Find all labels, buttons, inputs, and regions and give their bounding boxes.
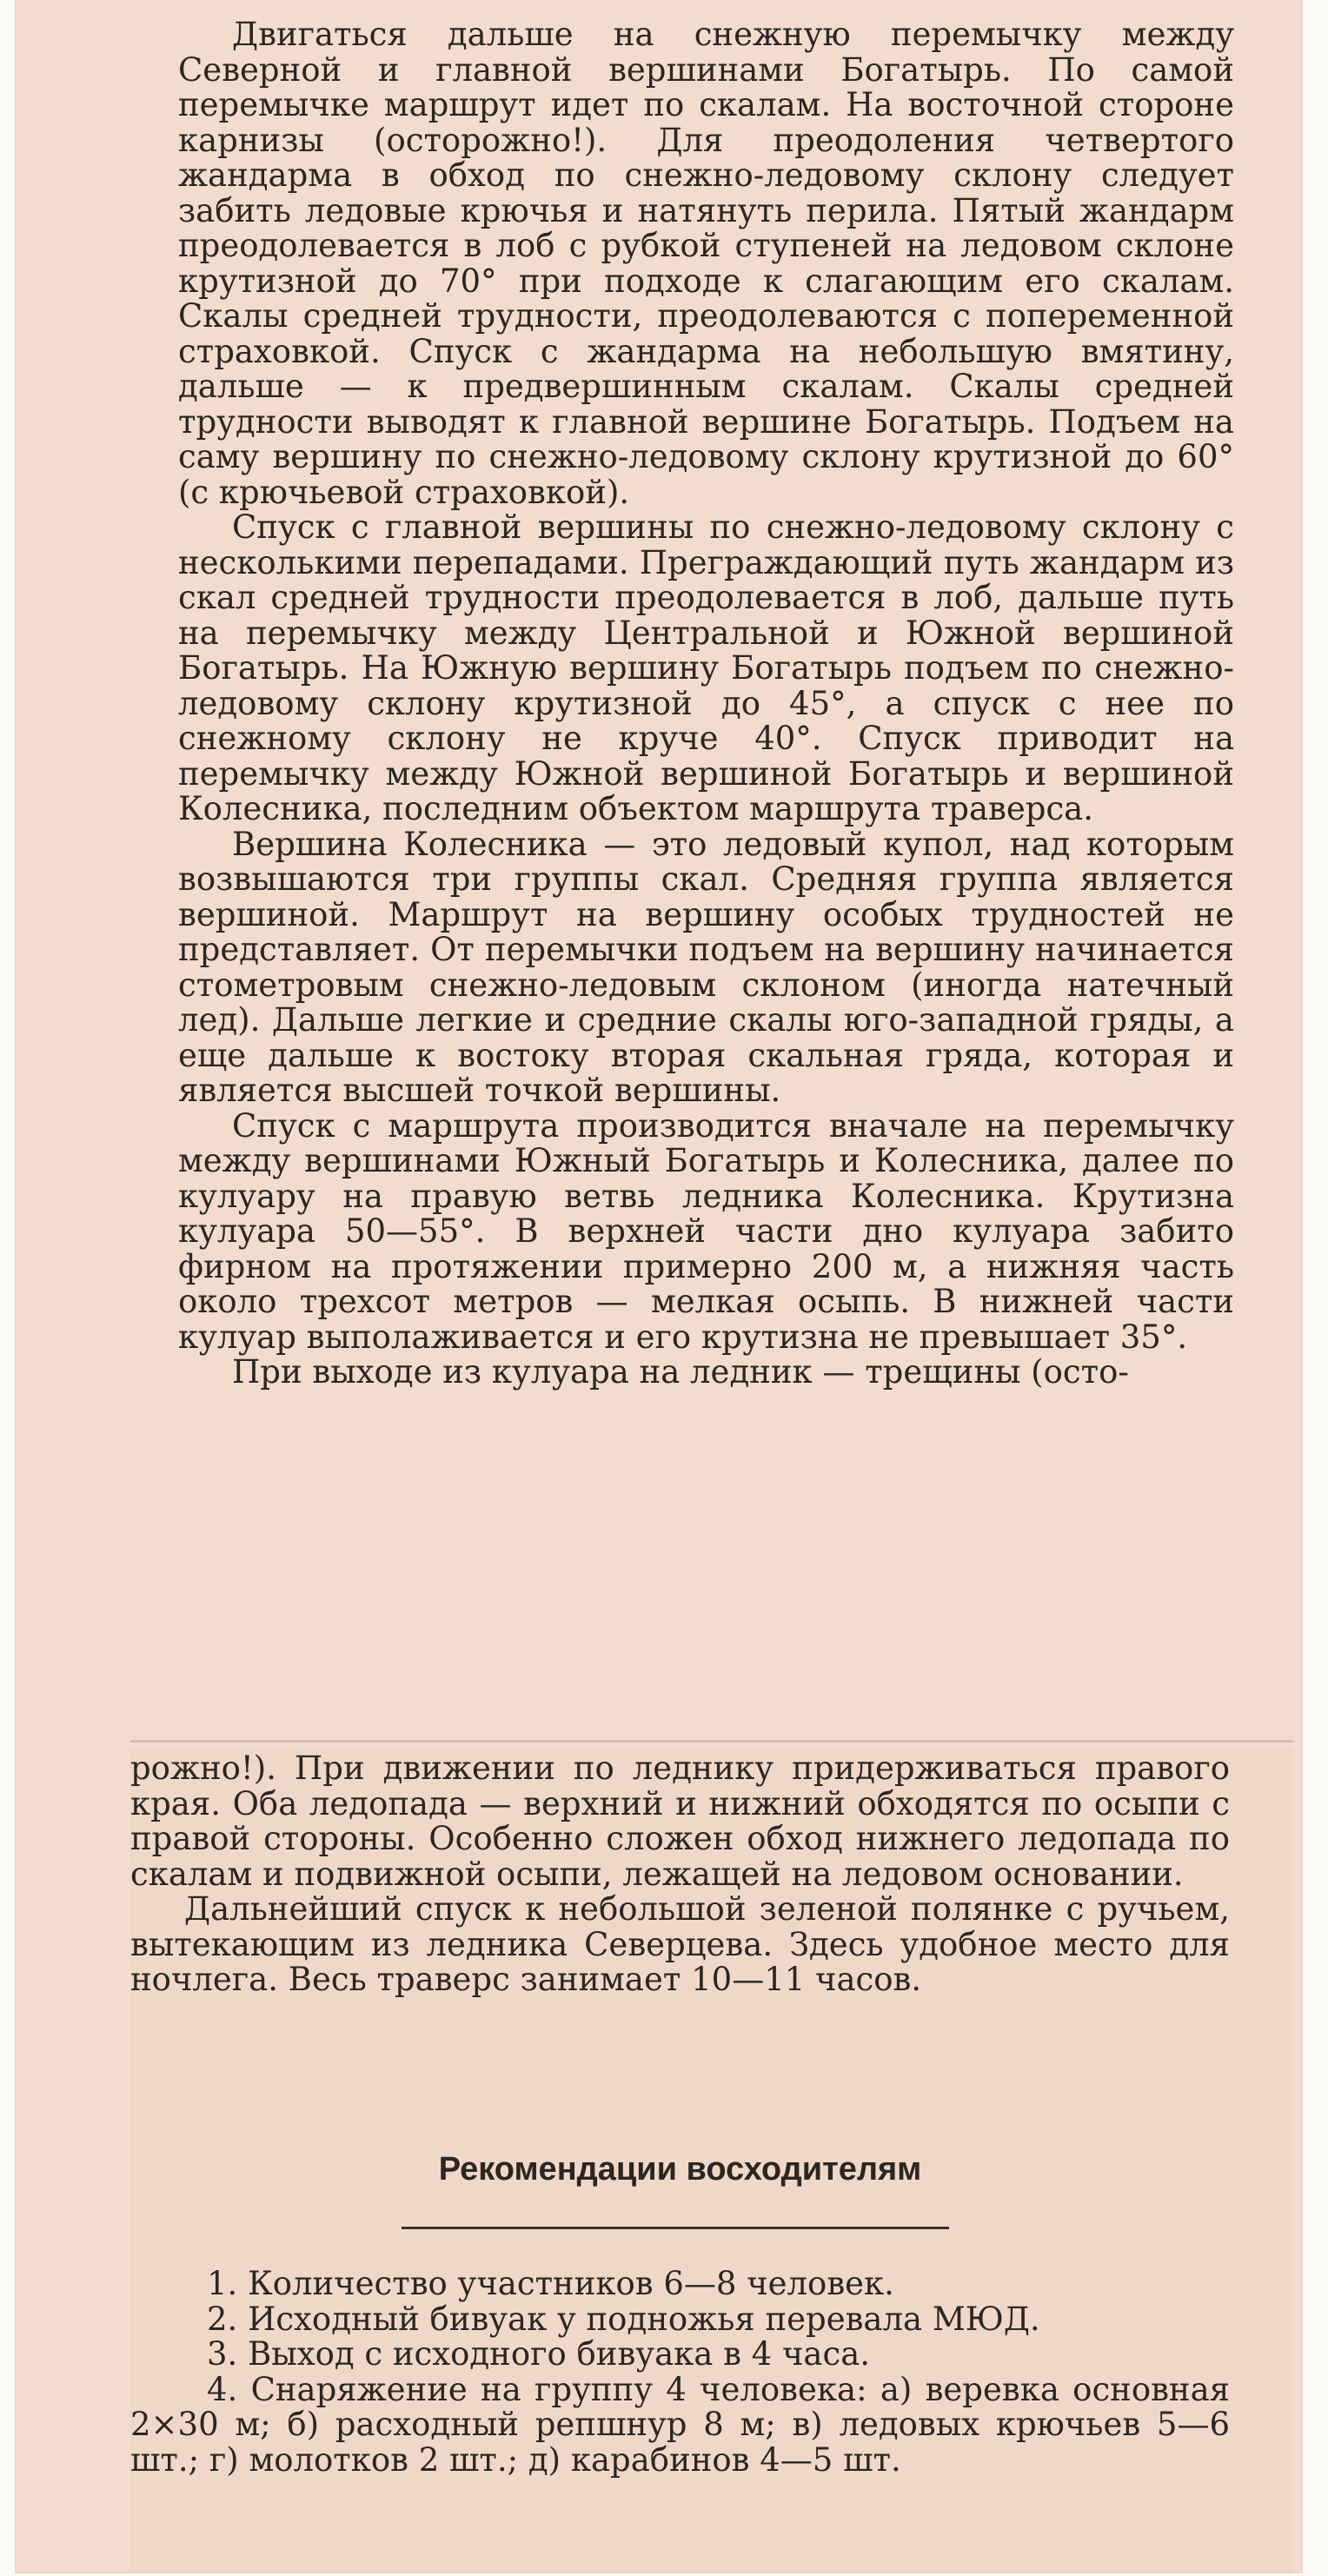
paragraph-5: При выходе из кулуара на ледник — трещины (осто-: [232, 1353, 1129, 1391]
paragraph-1: Двигаться дальше на снежную перемычку между Северной и главной вершинами Богатырь. По самой перемычке маршрут идет по скалам. На восточной стороне карнизы (осторожно!). Для преодоления четвертого жандарма в обход по снежно-ледовому склону следует забить ледовые крючья и натянуть перила. Пятый жандарм преодолевается в лоб с рубкой ступеней на ледовом склоне крутизной до 70° при подходе к слагающим его скалам. Скалы средней трудности, преодолеваются с попеременной страховкой. Спуск с жандарма на небольшую вмятину, дальше — к предвершинным скалам. Скалы средней трудности выводят к главной вершине Богатырь. Подъем на саму вершину по снежно-ледовому склону крутизной до 60° (с крючьевой страховкой).: [178, 16, 1234, 511]
section-heading: Рекомендации восходителям: [438, 2151, 922, 2188]
heading-underline: [402, 2227, 949, 2229]
paragraph-4: Спуск с маршрута производится вначале на перемычку между вершинами Южный Богатырь и Колесника, далее по кулуару на правую ветвь ледника Колесника. Крутизна кулуара 50—55°. В верхней части дно кулуара забито фирном на протяжении примерно 200 м, а нижняя часть около трехсот метров — мелкая осыпь. В нижней части кулуар выполаживается и его крутизна не превышает 35°.: [178, 1106, 1234, 1356]
paragraph-3: Вершина Колесника — это ледовый купол, над которым возвышаются три группы скал. Средняя группа является вершиной. Маршрут на вершину особых трудностей не представляет. От перемычки подъем на вершину начинается стометровым снежно-ледовым склоном (иногда натечный лед). Дальше легкие и средние скалы юго-западной гряды, а еще дальше к востоку вторая скальная гряда, которая и является высшей точкой вершины.: [178, 825, 1234, 1109]
main-text-upper: [178, 17, 1234, 1391]
recommendation-item: 3. Выход с исходного бивуака в 4 часа.: [207, 2335, 871, 2373]
paragraph-2: Спуск с главной вершины по снежно-ледовому склону с несколькими перепадами. Преграждающий путь жандарм из скал средней трудности преодолевается в лоб, дальше путь на перемычку между Центральной и Южной вершиной Богатырь. На Южную вершину Богатырь подъем по снежно-ледовому склону крутизной до 45°, а спуск с нее по снежному склону не круче 40°. Спуск приводит на перемычку между Южной вершиной Богатырь и вершиной Колесника, последним объектом маршрута траверса.: [178, 508, 1234, 827]
main-text-lower: [130, 1751, 1230, 1998]
recommendation-item: 4. Снаряжение на группу 4 человека: а) веревка основная 2×30 м; б) расходный репшнур 8 м; в) ледовых крючьев 5—6 шт.; г) молотков 2 шт.; д) карабинов 4—5 шт.: [130, 2370, 1230, 2479]
paragraph-5-continued: рожно!). При движении по леднику придерживаться правого края. Оба ледопада — верхний и нижний обходятся по осыпи с правой стороны. Особенно сложен обход нижнего ледопада по скалам и подвижной осыпи, лежащей на ледовом основании.: [130, 1749, 1230, 1893]
fold-crease: [130, 1740, 1293, 1743]
recommendations-list: [130, 2267, 1230, 2478]
recommendation-item: 1. Количество участников 6—8 человек.: [207, 2265, 894, 2302]
paragraph-6: Дальнейший спуск к небольшой зеленой полянке с ручьем, вытекающим из ледника Северцева. Здесь удобное место для ночлега. Весь траверс занимает 10—11 часов.: [130, 1890, 1230, 1998]
recommendation-item: 2. Исходный бивуак у подножья перевала МЮД.: [207, 2300, 1040, 2338]
